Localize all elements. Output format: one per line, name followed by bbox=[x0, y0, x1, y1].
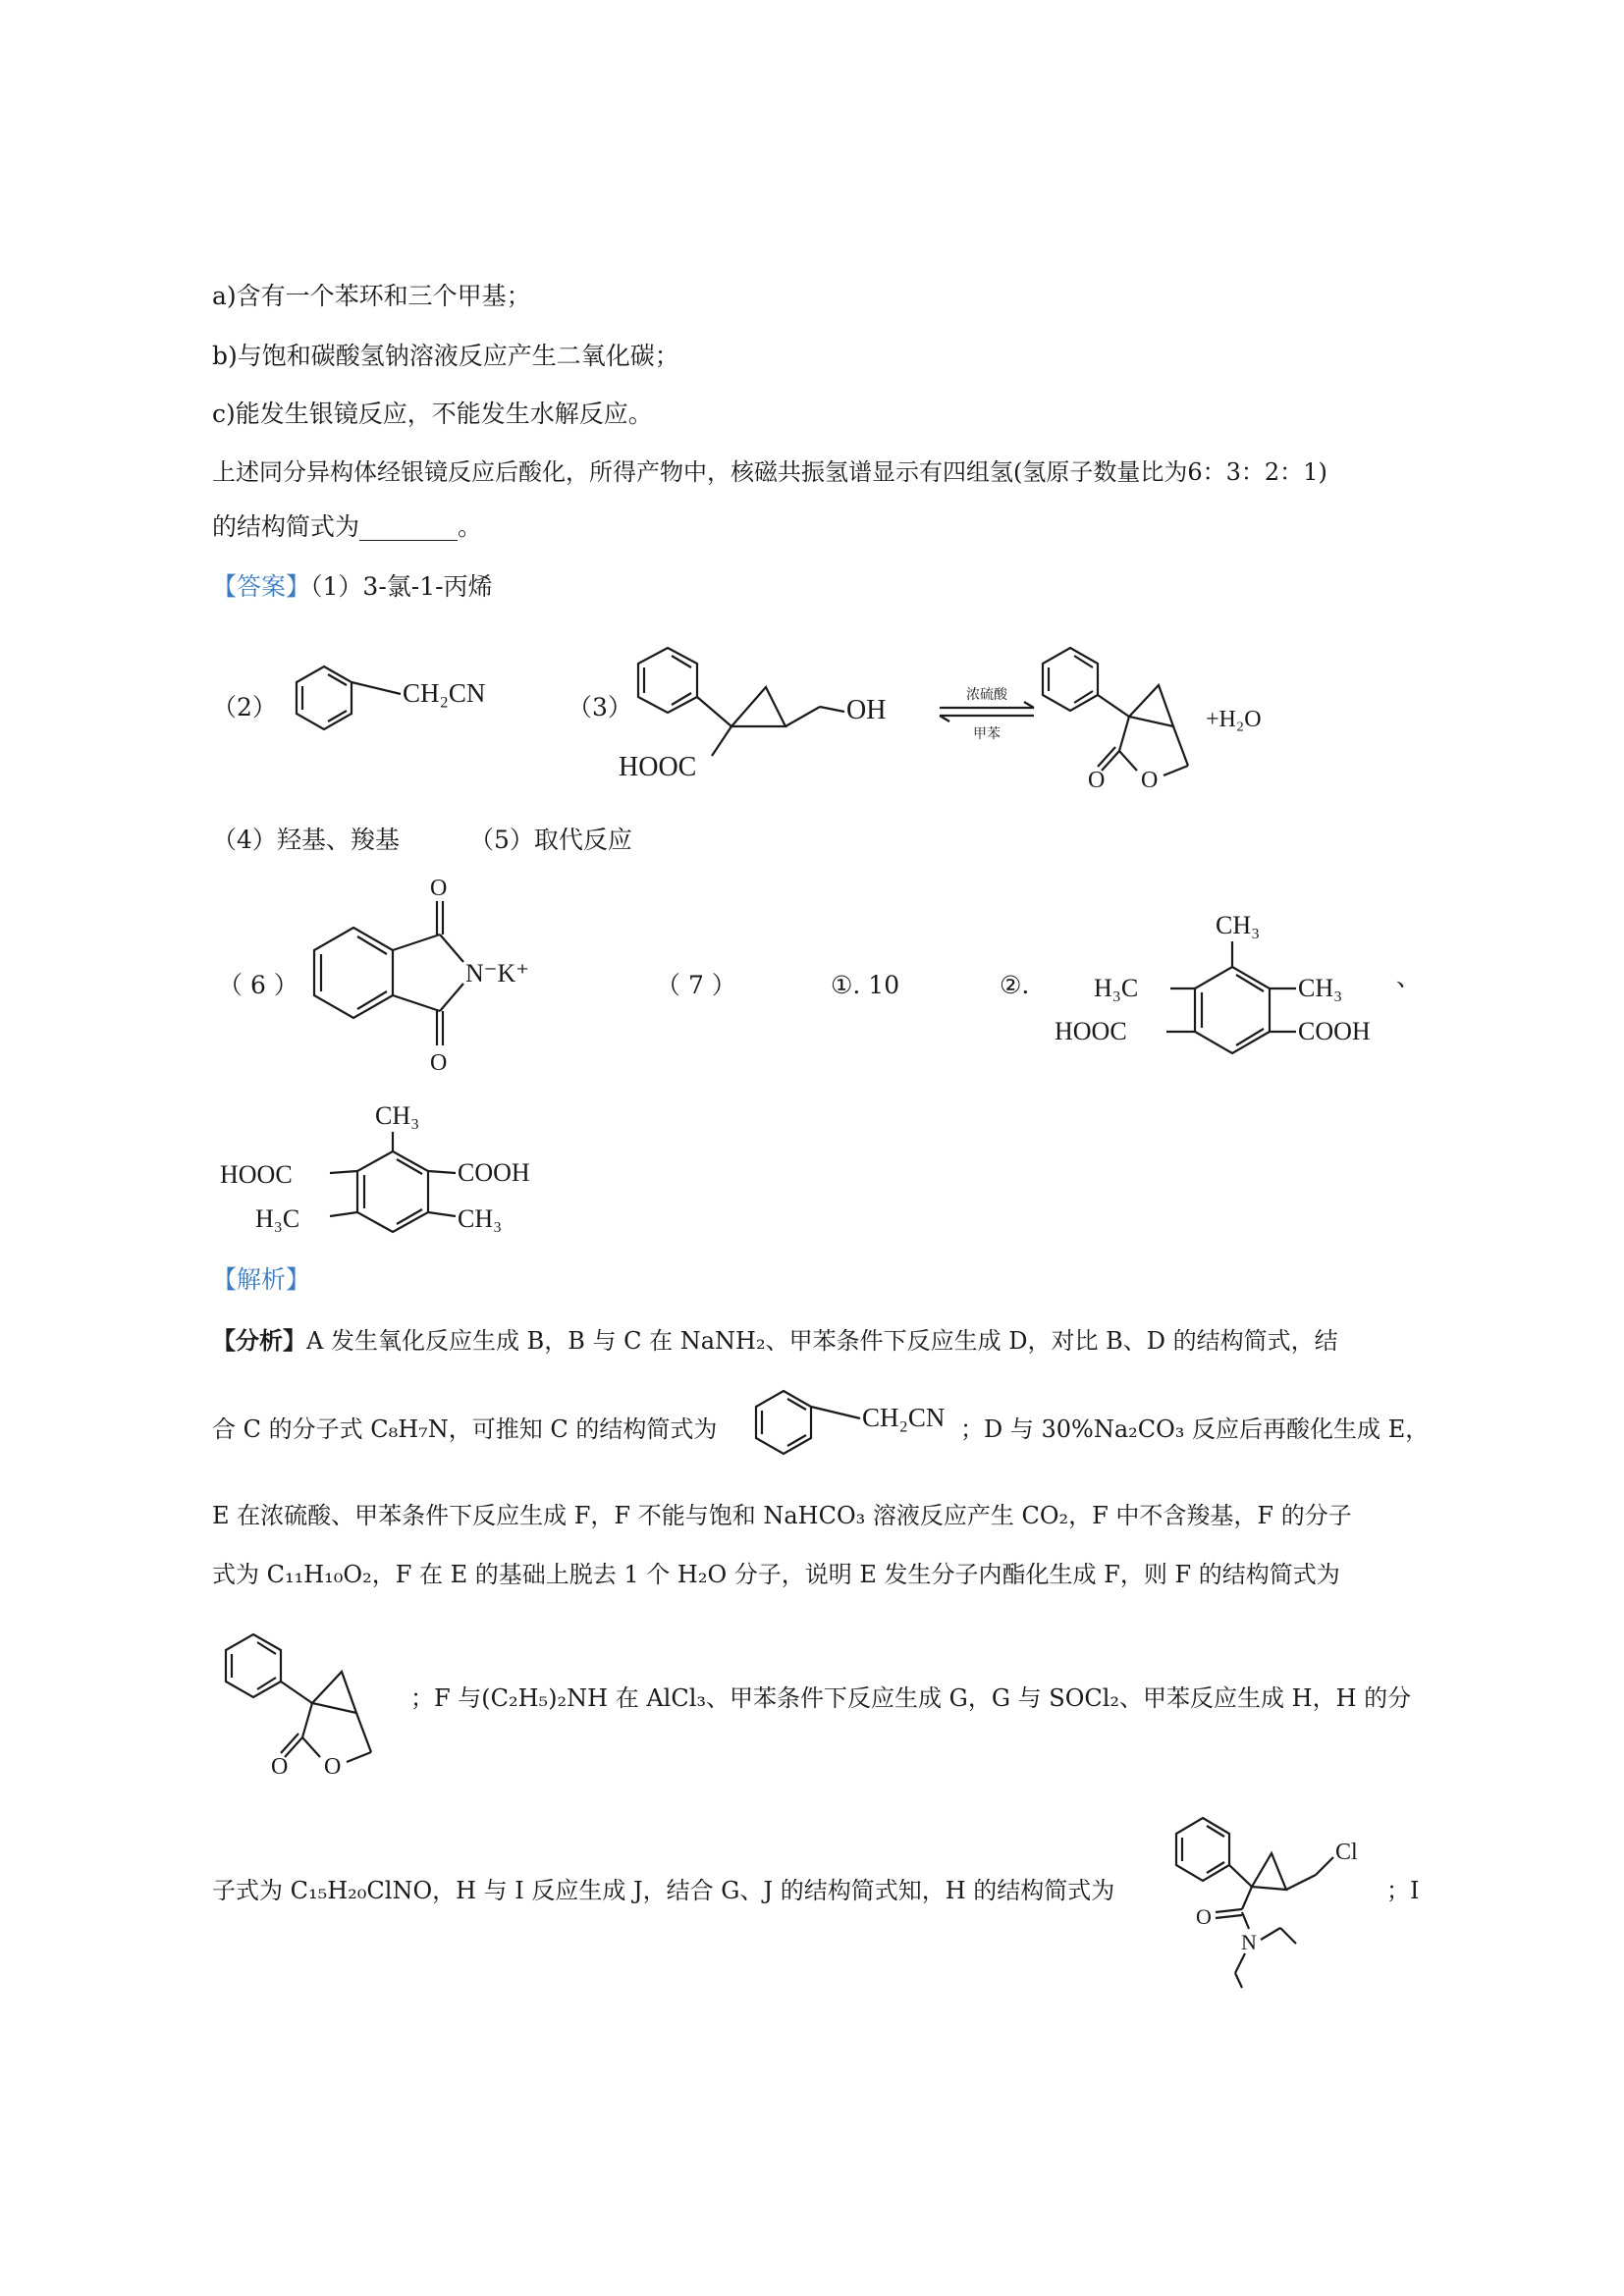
bond bbox=[393, 995, 440, 1011]
lactone-f-structure bbox=[214, 1615, 410, 1791]
top-ch3-label: CH₃ bbox=[375, 1101, 420, 1130]
reagent-top: 浓硫酸 bbox=[966, 688, 1007, 703]
benzyl-cyanide-inline-structure bbox=[744, 1379, 980, 1487]
benzene-ring bbox=[226, 1634, 281, 1697]
right-cooh-label: COOH bbox=[458, 1158, 530, 1187]
separator: 、 bbox=[1396, 963, 1422, 991]
answer-2-number: （2） bbox=[212, 693, 277, 721]
bond bbox=[785, 707, 820, 726]
ch2cn-label: CH₂CN bbox=[862, 1403, 946, 1432]
amide-chloride-structure bbox=[1159, 1796, 1384, 1993]
double-bond bbox=[328, 711, 347, 721]
benzene-ring bbox=[297, 667, 352, 729]
cyclopropane-ring bbox=[1129, 685, 1173, 726]
bond bbox=[302, 1703, 312, 1737]
bond bbox=[1235, 1953, 1245, 1973]
left-h3c-label: H₃C bbox=[255, 1204, 300, 1233]
bond bbox=[1119, 751, 1137, 771]
ketone-o-label: O bbox=[271, 1754, 289, 1780]
analysis-p5: ；F 与(C₂H₅)₂NH 在 AlCl₃、甲苯条件下反应生成 G，G 与 SOCl₂、甲苯反应生成 H，H 的分 bbox=[410, 1684, 1412, 1712]
benzene-ring bbox=[756, 1391, 811, 1454]
double-bond bbox=[787, 1435, 806, 1446]
double-bond bbox=[1074, 656, 1093, 667]
carbonyl-bond bbox=[1216, 1915, 1242, 1918]
phthalimide-k-structure bbox=[295, 874, 550, 1095]
cl-label: Cl bbox=[1335, 1840, 1358, 1865]
right-ch3-label: CH₃ bbox=[458, 1204, 503, 1233]
hydroxy-acid-structure bbox=[619, 628, 943, 805]
bond bbox=[302, 1737, 320, 1757]
answer-7-part-1: ①. 10 bbox=[831, 971, 900, 999]
bond bbox=[820, 707, 844, 712]
question-line-2: 的结构简式为________。 bbox=[212, 512, 483, 541]
benzyl-cyanide-structure bbox=[285, 653, 520, 771]
answer-tag: 【答案】 bbox=[212, 572, 311, 601]
bond bbox=[1164, 766, 1188, 775]
bond bbox=[352, 682, 401, 694]
bond bbox=[1280, 1928, 1296, 1944]
ketone-o-label: O bbox=[1088, 768, 1106, 793]
double-bond bbox=[257, 1642, 276, 1654]
ring-o-label: O bbox=[1141, 768, 1159, 793]
answer-3-number: （3） bbox=[568, 693, 632, 721]
benzene-ring bbox=[1195, 967, 1270, 1053]
answer-line bbox=[212, 571, 493, 603]
reaction-arrow bbox=[928, 677, 1046, 756]
analysis-p3: E 在浓硫酸、甲苯条件下反应生成 F，F 不能与饱和 NaHCO₃ 溶液反应产生 CO₂，F 中不含羧基，F 的分子 bbox=[212, 1502, 1352, 1529]
bond bbox=[356, 1713, 371, 1752]
reagent-bottom: 甲苯 bbox=[973, 727, 1001, 742]
water-label: +H₂O bbox=[1206, 707, 1262, 732]
condition-b: b)与饱和碳酸氢钠溶液反应产生二氧化碳； bbox=[212, 342, 679, 370]
answer-7-number: （ 7 ） bbox=[656, 971, 736, 999]
top-ch3-label: CH₃ bbox=[1216, 911, 1261, 939]
carbonyl-bond bbox=[1216, 1909, 1242, 1912]
answer-4: （4）羟基、羧基 bbox=[212, 826, 400, 854]
analysis-p4: 式为 C₁₁H₁₀O₂，F 在 E 的基础上脱去 1 个 H₂O 分子，说明 E 发生分子内酯化生成 F，则 F 的结构简式为 bbox=[212, 1561, 1340, 1588]
answer-1: （1）3-氯-1-丙烯 bbox=[310, 572, 493, 601]
isomer-1-structure bbox=[1051, 898, 1404, 1065]
bond bbox=[697, 697, 731, 726]
bond bbox=[1119, 717, 1129, 751]
left-h3c-label: H₃C bbox=[1094, 974, 1139, 1002]
analysis-p6b: ；I bbox=[1386, 1877, 1420, 1904]
hooc-label: HOOC bbox=[619, 752, 697, 782]
amide-n-label: N bbox=[1241, 1930, 1257, 1954]
right-cooh-label: COOH bbox=[1298, 1017, 1371, 1045]
benzene-ring bbox=[1043, 648, 1098, 711]
bond bbox=[347, 1752, 371, 1762]
right-ch3-label: CH₃ bbox=[1298, 974, 1343, 1002]
ring-o-label: O bbox=[324, 1754, 342, 1780]
oh-label: OH bbox=[846, 695, 887, 725]
double-bond bbox=[1074, 691, 1093, 703]
analysis-p2a: 合 C 的分子式 C₈H₇N，可推知 C 的结构简式为 bbox=[212, 1415, 718, 1443]
benzene-ring bbox=[314, 928, 393, 1018]
analysis-tag: 【解析】 bbox=[212, 1265, 311, 1294]
imide-n-label: N⁻K⁺ bbox=[465, 959, 529, 988]
benzene-ring bbox=[357, 1151, 428, 1232]
double-bond bbox=[328, 674, 347, 685]
bond bbox=[330, 1212, 357, 1216]
bond bbox=[440, 934, 463, 962]
bond bbox=[811, 1407, 860, 1418]
cyclopropane-ring bbox=[1252, 1853, 1286, 1890]
analysis-p1 bbox=[212, 1325, 1338, 1357]
double-bond bbox=[257, 1678, 276, 1689]
fenxi-tag: 【分析】 bbox=[212, 1326, 306, 1355]
double-bond bbox=[672, 693, 691, 705]
analysis-p2b: ；D 与 30%Na₂CO₃ 反应后再酸化生成 E， bbox=[960, 1415, 1430, 1443]
condition-c: c)能发生银镜反应，不能发生水解反应。 bbox=[212, 400, 653, 428]
lactone-structure bbox=[1031, 628, 1286, 805]
cyclopropane-ring bbox=[312, 1672, 356, 1713]
answer-7-part-2-label: ②. bbox=[1000, 971, 1030, 999]
ch2cn-label: CH₂CN bbox=[403, 678, 486, 708]
bond bbox=[712, 726, 731, 756]
answer-6-number: （ 6 ） bbox=[218, 971, 298, 999]
bond bbox=[393, 934, 440, 950]
bond bbox=[1229, 1865, 1252, 1887]
answer-5: （5）取代反应 bbox=[469, 826, 632, 854]
bond bbox=[1261, 1928, 1280, 1940]
benzene-ring bbox=[1176, 1818, 1229, 1881]
left-hooc-label: HOOC bbox=[220, 1160, 293, 1189]
bond bbox=[330, 1171, 357, 1173]
cyclopropane-ring bbox=[731, 687, 785, 726]
double-bond bbox=[672, 656, 691, 667]
double-bond bbox=[787, 1399, 806, 1410]
bond bbox=[428, 1171, 456, 1173]
bond bbox=[281, 1682, 312, 1703]
bond bbox=[1235, 1973, 1242, 1988]
bond bbox=[428, 1212, 456, 1216]
bond bbox=[1242, 1912, 1249, 1929]
bond bbox=[1173, 726, 1188, 766]
bond bbox=[1286, 1875, 1316, 1890]
isomer-2-structure bbox=[216, 1095, 569, 1242]
bottom-o-label: O bbox=[430, 1050, 448, 1076]
double-bond bbox=[1207, 1826, 1224, 1837]
bond bbox=[1242, 1887, 1252, 1909]
amide-o-label: O bbox=[1196, 1904, 1212, 1929]
benzene-ring bbox=[638, 648, 697, 713]
question-line-1: 上述同分异构体经银镜反应后酸化，所得产物中，核磁共振氢谱显示有四组氢(氢原子数量比为6：3：2：1) bbox=[212, 458, 1327, 486]
bond bbox=[440, 984, 463, 1011]
bond bbox=[1316, 1857, 1333, 1875]
top-o-label: O bbox=[430, 876, 448, 901]
analysis-p6a: 子式为 C₁₅H₂₀ClNO，H 与 I 反应生成 J，结合 G、J 的结构简式知，H 的结构简式为 bbox=[212, 1877, 1115, 1904]
bond bbox=[1098, 695, 1129, 717]
analysis-p1-text: A 发生氧化反应生成 B，B 与 C 在 NaNH₂、甲苯条件下反应生成 D，对比 B、D 的结构简式，结 bbox=[306, 1327, 1338, 1355]
double-bond bbox=[1207, 1862, 1224, 1873]
left-hooc-label: HOOC bbox=[1055, 1017, 1127, 1045]
condition-a: a)含有一个苯环和三个甲基； bbox=[212, 282, 531, 310]
